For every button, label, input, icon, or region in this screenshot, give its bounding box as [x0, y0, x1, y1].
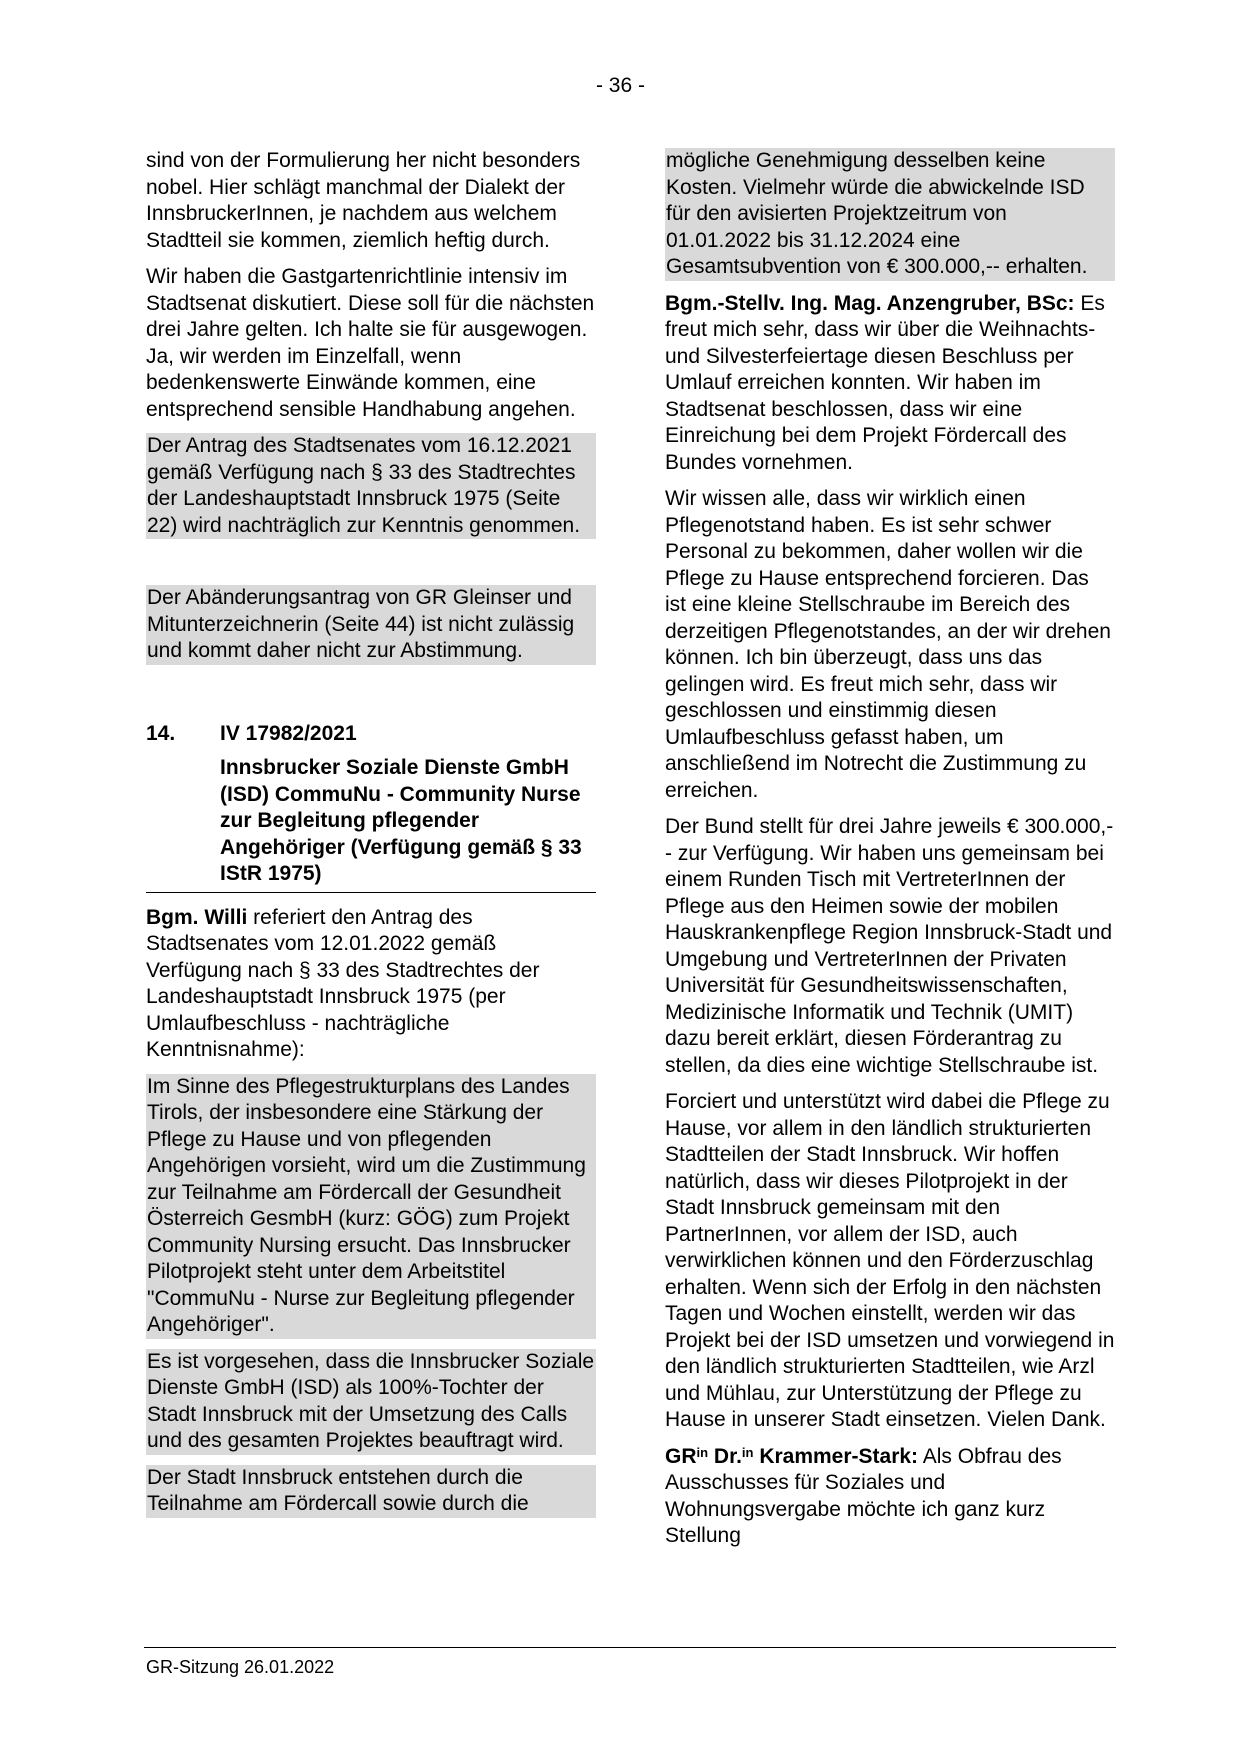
speaker-paragraph	[665, 291, 1115, 477]
speaker-paragraph	[665, 1444, 1115, 1550]
speaker-text: Als Obfrau des Ausschusses für Soziales und Wohnungsvergabe möchte ich ganz kurz Stellung	[665, 1444, 1062, 1547]
agenda-item-title: Innsbrucker Soziale Dienste GmbH (ISD) CommuNu - Community Nurse zur Begleitung pflegender Angehöriger (Verfügung gemäß § 33 IStR 1975)	[220, 756, 582, 885]
paragraph: Der Bund stellt für drei Jahre jeweils € 300.000,-- zur Verfügung. Wir haben uns gemeinsam bei einem Runden Tisch mit VertreterInnen der Pflege aus den Heimen sowie der mobilen Hauskrankenpflege Region Innsbruck-Stadt und Umgebung und VertreterInnen der Privaten Universität für Gesundheitswissenschaften, Medizinische Informatik und Technik (UMIT) dazu bereit erklärt, diesen Förderantrag zu stellen, da dies eine wichtige Stellschraube ist.	[665, 815, 1114, 1077]
speaker-name	[665, 1445, 918, 1468]
speaker-paragraph	[146, 905, 596, 1064]
agenda-item-reference: IV 17982/2021	[220, 721, 357, 745]
paragraph: Wir wissen alle, dass wir wirklich einen Pflegenotstand haben. Es ist sehr schwer Personal zu bekommen, daher wollen wir die Pflege zu Hause entsprechend forcieren. Das ist eine kleine Stellschraube im Bereich des derzeitigen Pflegenotstandes, an der wir drehen können. Ich bin überzeugt, dass uns das gelingen wird. Es freut mich sehr, dass wir geschlossen und einstimmig diesen Umlaufbeschluss gefasst haben, um anschließend im Notrecht die Zustimmung zu erreichen.	[665, 487, 1111, 802]
spacer	[146, 549, 596, 585]
superscript: in	[741, 1444, 754, 1460]
speaker-text: Es freut mich sehr, dass wir über die Weihnachts- und Silvesterfeiertage diesen Beschluss per Umlauf erreichen konnten. Wir haben im Stadtsenat beschlossen, dass wir eine Einreichung bei dem Projekt Fördercall des Bundes vornehmen.	[665, 291, 1105, 474]
footer-text: GR-Sitzung 26.01.2022	[146, 1657, 335, 1677]
divider	[146, 892, 596, 893]
paragraph: Wir haben die Gastgartenrichtlinie intensiv im Stadtsenat diskutiert. Diese soll für die nächsten drei Jahre gelten. Ich halte sie für ausgewogen. Ja, wir werden im Einzelfall, wenn bedenkenswerte Einwände kommen, eine entsprechend sensible Handhabung angehen.	[146, 265, 595, 421]
shaded-resolution: Der Abänderungsantrag von GR Gleinser und Mitunterzeichnerin (Seite 44) ist nicht zulässig und kommt daher nicht zur Abstimmung.	[146, 585, 596, 665]
left-column	[146, 148, 596, 1528]
speaker-surname: Krammer-Stark:	[753, 1444, 919, 1468]
speaker-title: GR	[665, 1444, 697, 1468]
shaded-resolution: Der Antrag des Stadtsenates vom 16.12.2021 gemäß Verfügung nach § 33 des Stadtrechtes der Landeshauptstadt Innsbruck 1975 (Seite 22) wird nachträglich zur Kenntnis genommen.	[146, 433, 596, 539]
paragraph: Forciert und unterstützt wird dabei die Pflege zu Hause, vor allem in den ländlich strukturierten Stadtteilen der Stadt Innsbruck. Wir hoffen natürlich, dass wir dieses Pilotprojekt in der Stadt Innsbruck gemeinsam mit den PartnerInnen, vor allem der ISD, auch verwirklichen können und den Förderzuschlag erhalten. Wenn sich der Erfolg in den nächsten Tagen und Wochen einstellt, werden wir das Projekt bei der ISD umsetzen und vorwiegend in den ländlich strukturierten Stadtteilen, wie Arzl und Mühlau, zur Unterstützung der Pflege zu Hause in unserer Stadt einsetzen. Vielen Dank.	[665, 1090, 1115, 1431]
footer-divider	[144, 1647, 1116, 1648]
page-number: - 36 -	[595, 74, 645, 97]
spacer	[146, 675, 596, 715]
speaker-name: Bgm.-Stellv. Ing. Mag. Anzengruber, BSc:	[665, 291, 1075, 315]
speaker-title: Dr.	[708, 1444, 742, 1468]
paragraph: sind von der Formulierung her nicht besonders nobel. Hier schlägt manchmal der Dialekt der InnsbruckerInnen, je nachdem aus welchem Stadtteil sie kommen, ziemlich heftig durch.	[146, 149, 581, 252]
shaded-motion: mögliche Genehmigung desselben keine Kosten. Vielmehr würde die abwickelnde ISD für den avisierten Projektzeitrum von 01.01.2022 bis 31.12.2024 eine Gesamtsubvention von € 300.000,-- erhalten.	[665, 148, 1115, 281]
superscript: in	[696, 1444, 709, 1460]
shaded-motion: Der Stadt Innsbruck entstehen durch die Teilnahme am Fördercall sowie durch die	[146, 1465, 596, 1518]
shaded-motion: Es ist vorgesehen, dass die Innsbrucker Soziale Dienste GmbH (ISD) als 100%-Tochter der Stadt Innsbruck mit der Umsetzung des Calls und des gesamten Projektes beauftragt wird.	[146, 1349, 596, 1455]
right-column	[665, 148, 1115, 1560]
speaker-name: Bgm. Willi	[146, 905, 248, 929]
agenda-item-header	[146, 721, 596, 748]
shaded-motion: Im Sinne des Pflegestrukturplans des Landes Tirols, der insbesondere eine Stärkung der Pflege zu Hause und von pflegenden Angehörigen vorsieht, wird um die Zustimmung zur Teilnahme am Fördercall der Gesundheit Österreich GesmbH (kurz: GÖG) zum Projekt Community Nursing ersucht. Das Innsbrucker Pilotprojekt steht unter dem Arbeitstitel "CommuNu - Nurse zur Begleitung pflegender Angehöriger".	[146, 1074, 596, 1339]
speaker-text: referiert den Antrag des Stadtsenates vom 12.01.2022 gemäß Verfügung nach § 33 des Stadtrechtes der Landeshauptstadt Innsbruck 1975 (per Umlaufbeschluss - nachträgliche Kenntnisnahme):	[146, 905, 540, 1061]
agenda-item-number: 14.	[146, 721, 176, 745]
